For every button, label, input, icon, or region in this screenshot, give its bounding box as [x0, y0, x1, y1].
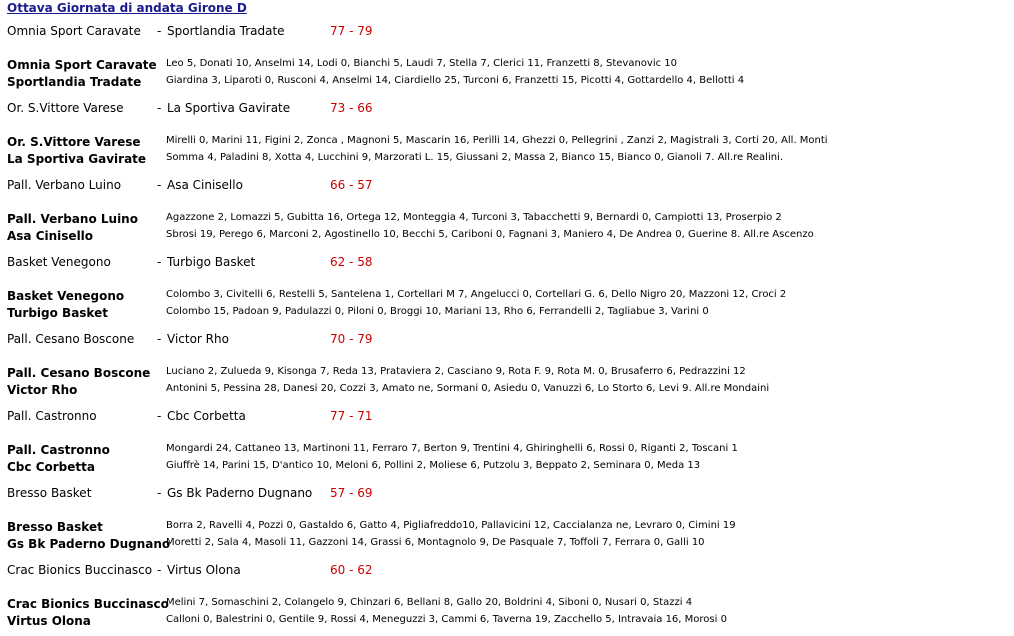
home-scorers: Mirelli 0, Marini 11, Figini 2, Zonca , Magnoni 5, Mascarin 16, Perilli 14, Ghezzi 0, Pellegrini , Zanzi 2, Magistrali 3, Corti 20, All. Monti	[166, 135, 828, 146]
home-team-label: Pall. Cesano Boscone	[7, 366, 151, 380]
away-scorers: Colombo 15, Padoan 9, Padulazzi 0, Piloni 0, Broggi 10, Mariani 13, Rho 6, Ferrandelli 2, Tagliabue 3, Varini 0	[166, 306, 709, 317]
away-scorers: Giuffrè 14, Parini 15, D'antico 10, Meloni 6, Pollini 2, Moliese 6, Putzolu 3, Beppato 2, Seminara 0, Meda 13	[166, 460, 701, 471]
home-scorers: Colombo 3, Civitelli 6, Restelli 5, Santelena 1, Cortellari M 7, Angelucci 0, Cortellari G. 6, Dello Nigro 20, Mazzoni 12, Croci 2	[166, 289, 787, 300]
match-score: 60 - 62	[330, 563, 373, 577]
home-team-label: Basket Venegono	[7, 289, 125, 303]
score-separator: -	[157, 255, 162, 269]
home-scorers: Borra 2, Ravelli 4, Pozzi 0, Gastaldo 6, Gatto 4, Pigliafreddo10, Pallavicini 12, Caccialanza ne, Levraro 0, Cimini 19	[166, 520, 736, 531]
home-team-label: Or. S.Vittore Varese	[7, 135, 141, 149]
away-team-label: Asa Cinisello	[7, 229, 94, 243]
away-team-label: Victor Rho	[7, 383, 78, 397]
home-team-name: Pall. Cesano Boscone	[7, 332, 135, 346]
away-team-name: Asa Cinisello	[167, 178, 243, 192]
home-scorers: Leo 5, Donati 10, Anselmi 14, Lodi 0, Bianchi 5, Laudi 7, Stella 7, Clerici 11, Franzetti 8, Stevanovic 10	[166, 58, 678, 69]
away-team-name: Cbc Corbetta	[167, 409, 246, 423]
match-score: 66 - 57	[330, 178, 373, 192]
home-team-label: Bresso Basket	[7, 520, 103, 534]
match-score: 77 - 79	[330, 24, 373, 38]
away-team-name: Turbigo Basket	[167, 255, 256, 269]
home-team-name: Or. S.Vittore Varese	[7, 101, 124, 115]
match-score: 70 - 79	[330, 332, 373, 346]
score-separator: -	[157, 178, 162, 192]
score-separator: -	[157, 486, 162, 500]
score-separator: -	[157, 24, 162, 38]
score-separator: -	[157, 101, 162, 115]
away-team-name: Gs Bk Paderno Dugnano	[167, 486, 313, 500]
home-scorers: Melini 7, Somaschini 2, Colangelo 9, Chinzari 6, Bellani 8, Gallo 20, Boldrini 4, Siboni 0, Nusari 0, Stazzi 4	[166, 597, 693, 608]
home-team-name: Pall. Castronno	[7, 409, 97, 423]
away-scorers: Moretti 2, Sala 4, Masoli 11, Gazzoni 14, Grassi 6, Montagnolo 9, De Pasquale 7, Toffoli 7, Ferrara 0, Galli 10	[166, 537, 705, 548]
score-separator: -	[157, 332, 162, 346]
away-scorers: Sbrosi 19, Perego 6, Marconi 2, Agostinello 10, Becchi 5, Cariboni 0, Fagnani 3, Maniero 4, De Andrea 0, Guerine 8. All.re Ascenzo	[166, 229, 814, 240]
home-team-label: Crac Bionics Buccinasco	[7, 597, 169, 611]
match-score: 73 - 66	[330, 101, 373, 115]
away-scorers: Calloni 0, Balestrini 0, Gentile 9, Rossi 4, Meneguzzi 3, Cammi 6, Taverna 19, Zacchello 5, Intravaia 16, Morosi 0	[166, 614, 727, 625]
home-scorers: Mongardi 24, Cattaneo 13, Martinoni 11, Ferraro 7, Berton 9, Trentini 4, Ghiringhelli 6, Rossi 0, Riganti 2, Toscani 1	[166, 443, 738, 454]
home-team-name: Bresso Basket	[7, 486, 92, 500]
home-team-name: Basket Venegono	[7, 255, 111, 269]
match-score: 57 - 69	[330, 486, 373, 500]
away-team-label: Virtus Olona	[7, 614, 91, 628]
score-separator: -	[157, 409, 162, 423]
away-team-name: Victor Rho	[167, 332, 229, 346]
home-team-name: Omnia Sport Caravate	[7, 24, 141, 38]
away-team-name: Virtus Olona	[167, 563, 241, 577]
away-team-label: La Sportiva Gavirate	[7, 152, 147, 166]
home-team-label: Omnia Sport Caravate	[7, 58, 157, 72]
score-separator: -	[157, 563, 162, 577]
home-team-name: Crac Bionics Buccinasco	[7, 563, 153, 577]
home-scorers: Agazzone 2, Lomazzi 5, Gubitta 16, Ortega 12, Monteggia 4, Turconi 3, Tabacchetti 9, Bernardi 0, Campiotti 13, Proserpio 2	[166, 212, 782, 223]
away-scorers: Antonini 5, Pessina 28, Danesi 20, Cozzi 3, Amato ne, Sormani 0, Asiedu 0, Vanuzzi 6, Lo Storto 6, Levi 9. All.re Mondaini	[166, 383, 770, 394]
away-team-name: La Sportiva Gavirate	[167, 101, 291, 115]
home-team-label: Pall. Castronno	[7, 443, 110, 457]
away-team-label: Gs Bk Paderno Dugnano	[7, 537, 171, 551]
away-team-label: Turbigo Basket	[7, 306, 108, 320]
match-score: 62 - 58	[330, 255, 373, 269]
away-team-name: Sportlandia Tradate	[167, 24, 285, 38]
page-title: Ottava Giornata di andata Girone D	[7, 1, 247, 15]
home-team-label: Pall. Verbano Luino	[7, 212, 138, 226]
home-team-name: Pall. Verbano Luino	[7, 178, 122, 192]
away-team-label: Sportlandia Tradate	[7, 75, 142, 89]
match-score: 77 - 71	[330, 409, 373, 423]
home-scorers: Luciano 2, Zulueda 9, Kisonga 7, Reda 13, Prataviera 2, Casciano 9, Rota F. 9, Rota M. 0, Brusaferro 6, Pedrazzini 12	[166, 366, 746, 377]
away-scorers: Giardina 3, Liparoti 0, Rusconi 4, Anselmi 14, Ciardiello 25, Turconi 6, Franzetti 15, Picotti 4, Gottardello 4, Bellotti 4	[166, 75, 745, 86]
away-scorers: Somma 4, Paladini 8, Xotta 4, Lucchini 9, Marzorati L. 15, Giussani 2, Massa 2, Bianco 15, Bianco 0, Gianoli 7. All.re Realini.	[166, 152, 784, 163]
away-team-label: Cbc Corbetta	[7, 460, 95, 474]
